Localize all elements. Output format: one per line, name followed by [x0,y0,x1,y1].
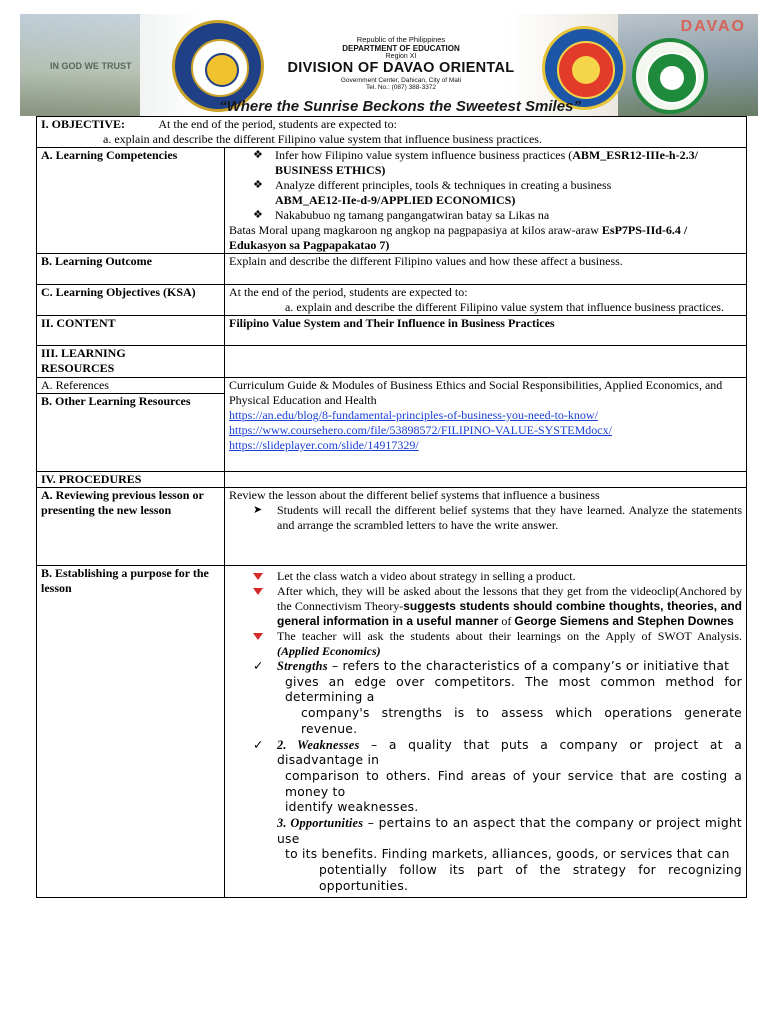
reviewing-list [229,503,742,533]
landscape-photo-left [20,14,140,116]
competencies-list [229,148,742,223]
telephone-line: Tel. No.: (087) 388-3372 [365,84,437,91]
competency-continuation: Batas Moral upang magkaroon ng angkop na pagpapasiya at kilos araw-araw EsP7PS-IId-6.4 / Edukasyon sa Pagpapakatao 7) [229,223,688,252]
purpose-bullet: Let the class watch a video about strategy in selling a product. [253,569,742,584]
outcome-row [37,254,747,285]
reviewing-bullet: ➤ Students will recall the different belief systems that they have learned. Analyze the statements and arrange the scrambled letters to have the write answer. [253,503,742,533]
outcome-text: Explain and describe the different Filipino values and how these affect a business. [225,254,747,285]
weaknesses-item: ✓ 2. Weaknesses – a quality that puts a company or project at a disadvantage in [253,737,742,768]
reviewing-label: A. Reviewing previous lesson or presenting the new lesson [37,488,225,566]
weaknesses-line: comparison to others. Find areas of your service that are costing a money to [285,768,742,799]
opportunities-line: to its benefits. Finding markets, alliances, goods, or services that can [285,847,730,862]
competency-item: ❖ Analyze different principles, tools & techniques in creating a business ABM_AE12-IIe-d-9/APPLIED ECONOMICS) [253,178,742,208]
resource-link[interactable]: https://an.edu/blog/8-fundamental-principles-of-business-you-need-to-know/ [229,408,598,422]
division-motto: “Where the Sunrise Beckons the Sweetest Smiles” [219,98,581,115]
address-line: Government Center, Dahican, City of Mati [340,77,462,84]
strengths-line: gives an edge over competitors. The most common method for determining a [285,674,742,705]
references-label: A. References [37,378,224,394]
reviewing-text: Review the lesson about the different belief systems that influence a business [229,488,600,502]
other-resources-label: B. Other Learning Resources [41,394,191,408]
resources-row [37,346,747,378]
content-label: II. CONTENT [37,316,225,346]
ksa-item: a. explain and describe the different Filipino value system that influence business practices. [285,300,724,314]
ksa-label: C. Learning Objectives (KSA) [37,285,225,316]
flag-bullet-icon [253,588,263,595]
resource-link[interactable]: https://slideplayer.com/slide/14917329/ [229,438,419,452]
header-banner [20,14,758,116]
competencies-label: A. Learning Competencies [37,148,225,254]
resource-link[interactable]: https://www.coursehero.com/file/53898572/FILIPINO-VALUE-SYSTEMdocx/ [229,423,612,437]
lesson-plan-table [36,116,747,898]
purpose-label: B. Establishing a purpose for the lesson [37,566,225,898]
competencies-row [37,148,747,254]
outcome-label: B. Learning Outcome [37,254,225,285]
check-icon: ✓ [253,737,264,752]
references-text: Curriculum Guide & Modules of Business Ethics and Social Responsibilities, Applied Economics, and Physical Education and Health [229,378,723,407]
photo-left-caption: IN GOD WE TRUST [50,61,132,71]
photo-right-caption: DAVAO [680,18,746,35]
procedures-row [37,472,747,488]
objective-label: I. OBJECTIVE: [41,117,126,131]
header-text [260,36,542,91]
purpose-bullet: The teacher will ask the students about their learnings on the Apply of SWOT Analysis. (Applied Economics) [253,629,742,659]
opportunities-line: potentially follow its part of the strategy for recognizing opportunities. [319,863,742,893]
competency-item: ❖ Nakabubuo ng tamang pangangatwiran batay sa Likas na [253,208,742,223]
opportunities-item: 3. Opportunities – pertains to an aspect that the company or project might use [277,816,742,846]
flag-bullet-icon [253,573,263,580]
reviewing-row [37,488,747,566]
purpose-row [37,566,747,898]
resources-label: III. LEARNING RESOURCES [37,346,225,378]
purpose-bullet: After which, they will be asked about the lessons that they get from the videoclip(Anchored by the Connectivism Theory-suggests students should combine thoughts, theories, and general information in a useful manner of George Siemens and Stephen Downes [253,584,742,629]
republic-line: Republic of the Philippines [356,35,446,44]
check-icon: ✓ [253,659,264,673]
region-line: Region XI [385,53,417,60]
division-title: DIVISION OF DAVAO ORIENTAL [287,60,515,76]
content-row [37,316,747,346]
references-row [37,378,747,472]
swot-list [229,659,742,895]
flag-bullet-icon [253,633,263,640]
purpose-list [229,569,742,659]
procedures-label: IV. PROCEDURES [37,472,225,488]
competency-item: ❖ Infer how Filipino value system influence business practices (ABM_ESR12-IIIe-h-2.3/ BUSINESS ETHICS) [253,148,742,178]
objective-intro: At the end of the period, students are expected to: [158,117,397,131]
ksa-row [37,285,747,316]
strengths-line: company's strengths is to assess which operations generate revenue. [301,706,742,736]
department-line: DEPARTMENT OF EDUCATION [342,44,460,53]
content-text: Filipino Value System and Their Influence in Business Practices [225,316,747,346]
weaknesses-line: identify weaknesses. [285,800,419,815]
objective-item: a. explain and describe the different Filipino value system that influence business practices. [103,132,542,146]
strengths-item: ✓ Strengths – refers to the characteristics of a company’s or initiative that [253,659,730,673]
objective-row [37,117,747,148]
ksa-intro: At the end of the period, students are expected to: [229,285,468,299]
school-seal-logo [632,38,708,114]
